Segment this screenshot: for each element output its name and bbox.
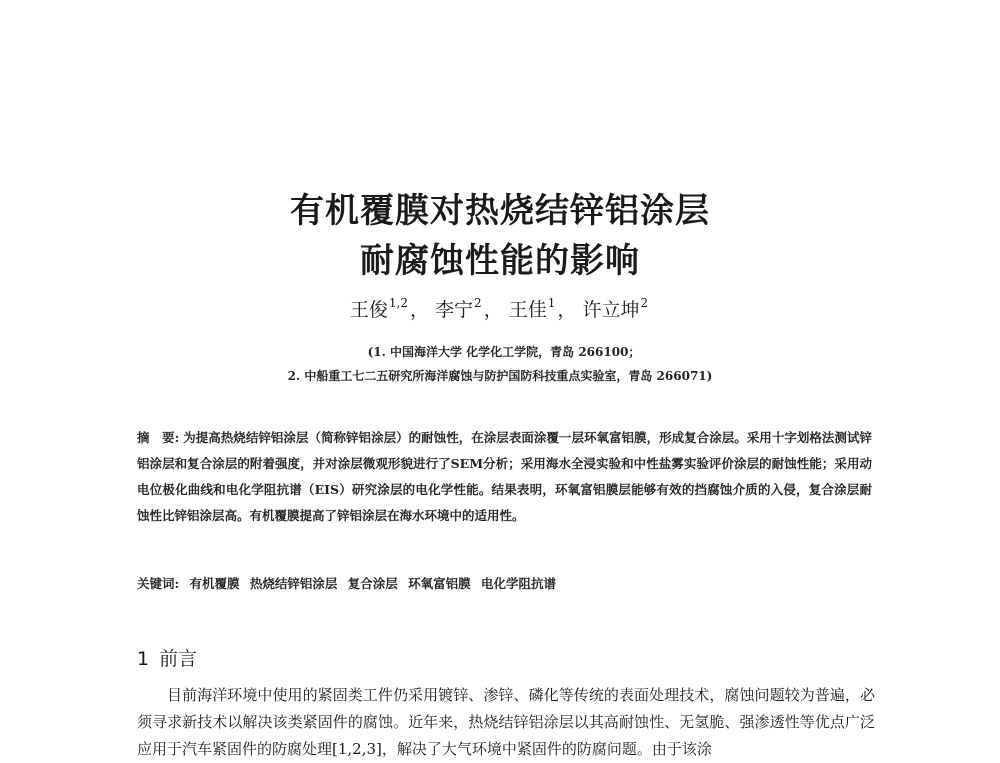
abstract-text: 为提高热烧结锌铝涂层（简称锌铝涂层）的耐蚀性，在涂层表面涂覆一层环氧富铝膜，形成复合涂层。采用十字划格法测试锌铝涂层和复合涂层的附着强度，并对涂层微观形貌进行了SEM分析；采用海水全浸实验和中性盐雾实验评价涂层的耐蚀性能；采用动电位极化曲线和电化学阻抗谱（EIS）研究涂层的电化学性能。结果表明，环氧富铝膜层能够有效的挡腐蚀介质的入侵，复合涂层耐蚀性比锌铝涂层高。有机覆膜提高了锌铝涂层在海水环境中的适用性。 <box>137 430 872 523</box>
affiliation-line2: 2. 中船重工七二五研究所海洋腐蚀与防护国防科技重点实验室，青岛 266071) <box>287 369 713 383</box>
author-list <box>0 295 1000 322</box>
author-affiliation-mark: 2 <box>640 296 649 310</box>
author-separator: ， <box>483 299 503 321</box>
body-paragraph: 目前海洋环境中使用的紧固类工件仍采用镀锌、渗锌、磷化等传统的表面处理技术，腐蚀问题较为普遍，必须寻求新技术以解决该类紧固件的腐蚀。近年来，热烧结锌铝涂层以其高耐蚀性、无氢脆、强渗透性等优点广泛应用于汽车紧固件的防腐处理[1,2,3]，解决了大气环境中紧固件的防腐问题。由于该涂 <box>137 686 875 758</box>
section-heading <box>137 644 197 671</box>
author-affiliation-mark: 1,2 <box>388 296 408 310</box>
abstract <box>137 425 872 529</box>
author-name: 许立坤 <box>582 299 640 321</box>
keywords-label: 关键词: <box>137 576 180 591</box>
section-title: 前言 <box>159 648 198 670</box>
paper-title-line1: 有机覆膜对热烧结锌铝涂层 <box>290 191 710 231</box>
author-separator: ， <box>557 299 577 321</box>
author-separator: ， <box>409 299 429 321</box>
author-affiliation-mark: 1 <box>547 296 556 310</box>
keyword-item: 有机覆膜 <box>189 576 240 591</box>
section-number: 1 <box>137 648 150 670</box>
abstract-label: 摘 要: <box>137 430 180 445</box>
keyword-item: 电化学阻抗谱 <box>480 576 556 591</box>
keyword-item: 环氧富铝膜 <box>408 576 471 591</box>
body-text <box>137 682 875 763</box>
author-name: 李宁 <box>435 299 474 321</box>
author-name: 王佳 <box>508 299 547 321</box>
affiliation-line1: (1. 中国海洋大学 化学化工学院，青岛 266100； <box>367 345 641 359</box>
keywords <box>137 574 872 592</box>
keyword-item: 热烧结锌铝涂层 <box>249 576 338 591</box>
paper-title-line2: 耐腐蚀性能的影响 <box>360 241 640 281</box>
author-name: 王俊 <box>349 299 388 321</box>
author-affiliation-mark: 2 <box>474 296 482 310</box>
keyword-item: 复合涂层 <box>347 576 398 591</box>
